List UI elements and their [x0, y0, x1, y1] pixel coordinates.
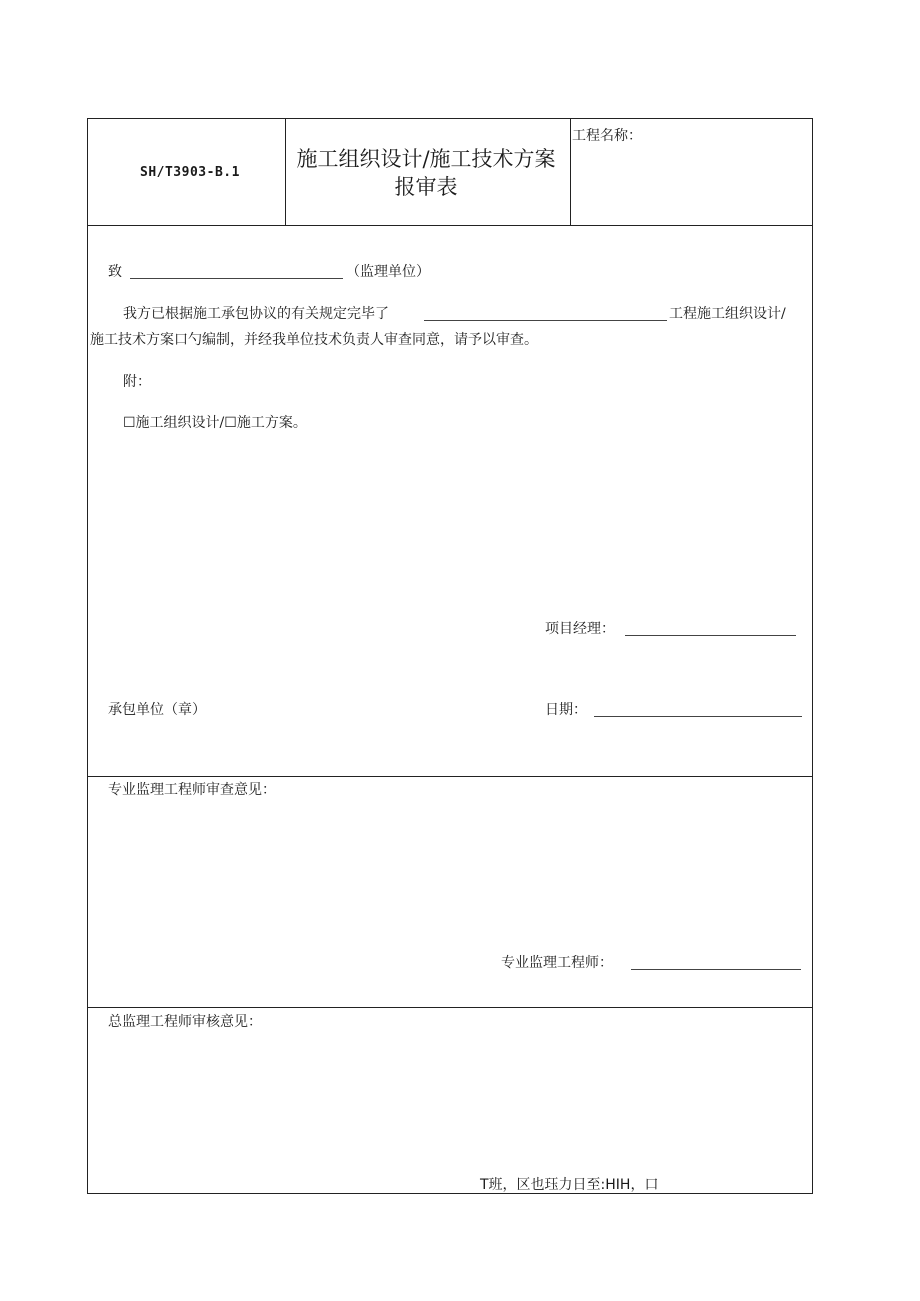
- date-label: 日期：: [545, 702, 587, 718]
- to-suffix: （监理单位）: [346, 264, 430, 280]
- specialist-engineer-field[interactable]: [631, 969, 801, 970]
- header-divider-left: [285, 119, 286, 225]
- chief-footer-text: T班，区也珏力日至:HIH，口: [480, 1177, 659, 1193]
- header-bottom-rule: [88, 225, 812, 226]
- project-manager-field[interactable]: [625, 635, 796, 636]
- attachment-item[interactable]: ☐施工组织设计/☐施工方案。: [123, 415, 307, 431]
- section1-bottom-rule: [88, 776, 812, 777]
- body-text-line2: 施工技术方案口勺编制，并经我单位技术负责人审查同意，请予以审查。: [90, 332, 538, 348]
- attachment-label: 附：: [123, 374, 151, 390]
- date-field[interactable]: [594, 716, 802, 717]
- approval-form: [87, 118, 813, 1194]
- to-prefix: 致: [108, 264, 122, 280]
- project-name-label: 工程名称：: [572, 128, 642, 144]
- section2-bottom-rule: [88, 1007, 812, 1008]
- form-code: SH/T3903-B.1: [140, 165, 240, 180]
- contractor-label: 承包单位（章）: [108, 702, 206, 718]
- header-divider-right: [570, 119, 571, 225]
- form-title: 施工组织设计/施工技术方案报审表: [296, 147, 556, 199]
- body-text-part2: 工程施工组织设计/: [669, 306, 786, 322]
- specialist-opinion-label: 专业监理工程师审查意见：: [108, 782, 276, 798]
- project-field[interactable]: [424, 320, 667, 321]
- project-manager-label: 项目经理：: [545, 621, 615, 637]
- body-text-part1: 我方已根据施工承包协议的有关规定完毕了: [123, 306, 389, 322]
- supervision-unit-field[interactable]: [130, 278, 343, 279]
- specialist-engineer-label: 专业监理工程师：: [501, 955, 613, 971]
- chief-opinion-label: 总监理工程师审核意见：: [108, 1014, 262, 1030]
